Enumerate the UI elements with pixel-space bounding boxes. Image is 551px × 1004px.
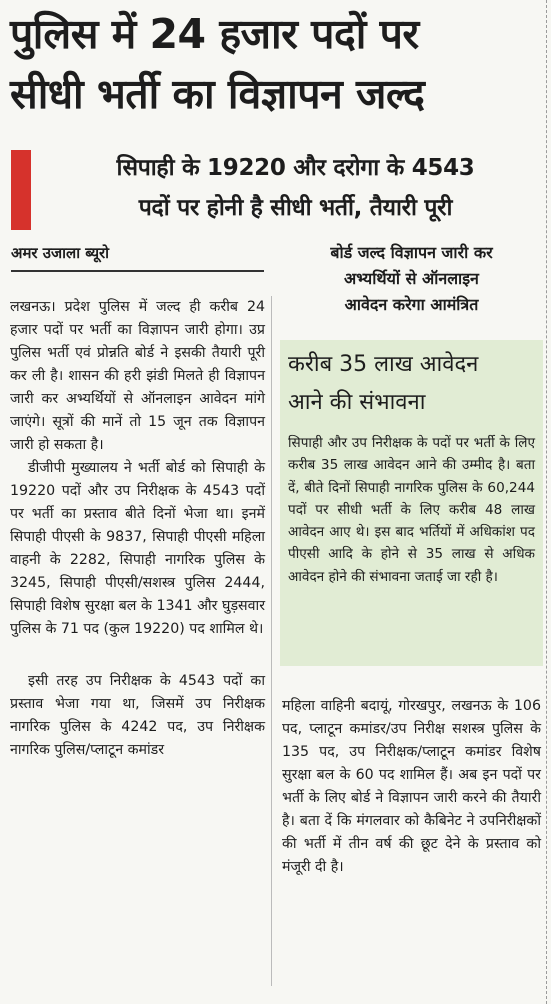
subheadline-line-2: पदों पर होनी है सीधी भर्ती, तैयारी पूरी: [138, 195, 453, 221]
subheadline: [48, 148, 543, 228]
page-edge-line: [546, 0, 547, 1004]
pull-quote-line-3: आवेदन करेगा आमंत्रित: [344, 295, 479, 314]
article-paragraph-2: डीजीपी मुख्यालय ने भर्ती बोर्ड को सिपाही के 19220 पदों और उप निरीक्षक के 4543 पदों पर भर्ती का प्रस्ताव बीते दिनों भेजा था। इनमें सिपाही पीएसी के 9837, सिपाही पीएसी महिला वाहनी के 2282, सिपाही नागरिक पुलिस के 3245, सिपाही पीएसी/सशस्त्र पुलिस 2444, सिपाही विशेष सुरक्षा बल के 1341 और घुड़सवार पुलिस के 71 पद (कुल 19220) पद शामिल थे।: [10, 460, 265, 637]
headline-line-2: सीधी भर्ती का विज्ञापन जल्द: [10, 70, 425, 118]
byline: अमर उजाला ब्यूरो: [11, 244, 110, 262]
accent-bar: [11, 150, 31, 230]
pull-quote-line-1: बोर्ड जल्द विज्ञापन जारी कर: [330, 243, 493, 262]
column-divider: [271, 296, 272, 986]
article-paragraph-3: इसी तरह उप निरीक्षक के 4543 पदों का प्रस्ताव भेजा गया था, जिसमें उप निरीक्षक नागरिक पुलिस के 4242 पद, उप निरीक्षक नागरिक पुलिस/प्लाटून कमांडर: [10, 673, 265, 758]
article-column-left-bottom: [10, 670, 265, 762]
sidebar-heading-line-2: आने की संभावना: [288, 390, 426, 415]
article-paragraph-1: लखनऊ। प्रदेश पुलिस में जल्द ही करीब 24 हजार पदों पर भर्ती का विज्ञापन जारी होगा। उप्र पुलिस भर्ती एवं प्रोन्नति बोर्ड ने इसकी तैयारी पूरी कर ली है। शासन की हरी झंडी मिलते ही विज्ञापन जारी कर अभ्यर्थियों से ऑनलाइन आवेदन मांगे जाएंगे। सूत्रों की मानें तो 15 जून तक विज्ञापन जारी हो सकता है।: [10, 299, 265, 453]
pull-quote: [282, 240, 541, 318]
pull-quote-line-2: अभ्यर्थियों से ऑनलाइन: [344, 269, 479, 288]
sidebar-text: सिपाही और उप निरीक्षक के पदों पर भर्ती के लिए करीब 35 लाख आवेदन आने की उम्मीद है। बता दें, बीते दिनों सिपाही नागरिक पुलिस के 60,244 पदों पर सीधी भर्ती के लिए करीब 48 लाख आवेदन आए थे। इस बाद भर्तियों में अधिकांश पद पीएसी आदि के होने से 35 लाख से अधिक आवेदन होने की संभावना जताई जा रही है।: [288, 435, 535, 585]
subheadline-line-1: सिपाही के 19220 और दरोगा के 4543: [116, 155, 475, 181]
article-paragraph-4: महिला वाहिनी बदायूं, गोरखपुर, लखनऊ के 106 पद, प्लाटून कमांडर/उप निरीक्ष सशस्त्र पुलिस के 135 पद, उप निरीक्षक/प्लाटून कमांडर विशेष सुरक्षा बल के 60 पद शामिल हैं। अब इन पदों पर भर्ती के लिए बोर्ड ने विज्ञापन जारी करने की तैयारी है। बता दें कि मंगलवार को कैबिनेट ने उपनिरीक्षकों की भर्ती में तीन वर्ष की छूट देने के प्रस्ताव को मंजूरी दी है।: [282, 698, 541, 875]
headline: [10, 4, 541, 124]
headline-line-1: पुलिस में 24 हजार पदों पर: [10, 10, 419, 58]
sidebar-heading-line-1: करीब 35 लाख आवेदन: [288, 352, 479, 377]
sidebar-box: [280, 340, 543, 666]
article-column-left-top: [10, 296, 265, 641]
article-column-right: [282, 695, 541, 879]
byline-divider: [11, 270, 264, 272]
sidebar-heading: [288, 346, 538, 422]
